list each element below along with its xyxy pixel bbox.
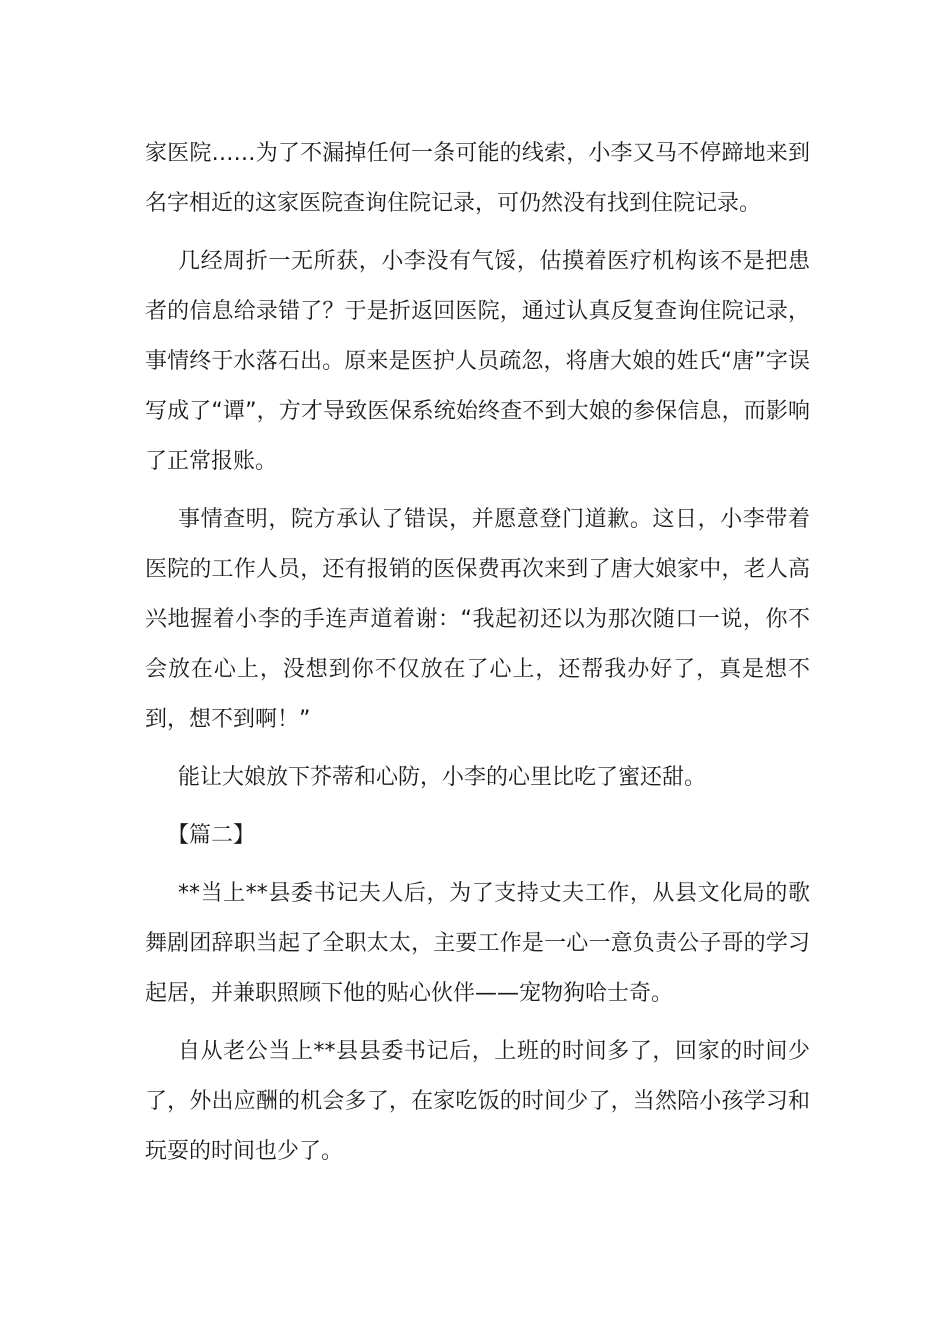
section-heading: 【篇二】 <box>167 823 256 848</box>
paragraph: **当上**县委书记夫人后，为了支持丈夫工作，从县文化局的歌舞剧团辞职当起了全职太太，主要工作是一心一意负责公子哥的学习起居，并兼职照顾下他的贴心伙伴——宠物狗哈士奇。 <box>145 881 810 1006</box>
paragraph: 几经周折一无所获，小李没有气馁，估摸着医疗机构该不是把患者的信息给录错了？于是折返回医院，通过认真反复查询住院记录，事情终于水落石出。原来是医护人员疏忽，将唐大娘的姓氏“唐”字误写成了“谭”，方才导致医保系统始终查不到大娘的参保信息，而影响了正常报账。 <box>145 249 810 474</box>
paragraph: 自从老公当上**县县委书记后，上班的时间多了，回家的时间少了，外出应酬的机会多了，在家吃饭的时间少了，当然陪小孩学习和玩耍的时间也少了。 <box>145 1039 810 1164</box>
paragraph: 事情查明，院方承认了错误，并愿意登门道歉。这日，小李带着医院的工作人员，还有报销的医保费再次来到了唐大娘家中，老人高兴地握着小李的手连声道着谢：“我起初还以为那次随口一说，你不会放在心上，没想到你不仅放在了心上，还帮我办好了，真是想不到，想不到啊！” <box>145 507 810 732</box>
paragraph-continuation: 家医院……为了不漏掉任何一条可能的线索，小李又马不停蹄地来到名字相近的这家医院查询住院记录，可仍然没有找到住院记录。 <box>145 141 810 216</box>
document-body <box>145 129 810 1185</box>
paragraph: 能让大娘放下芥蒂和心防，小李的心里比吃了蜜还甜。 <box>178 765 707 790</box>
